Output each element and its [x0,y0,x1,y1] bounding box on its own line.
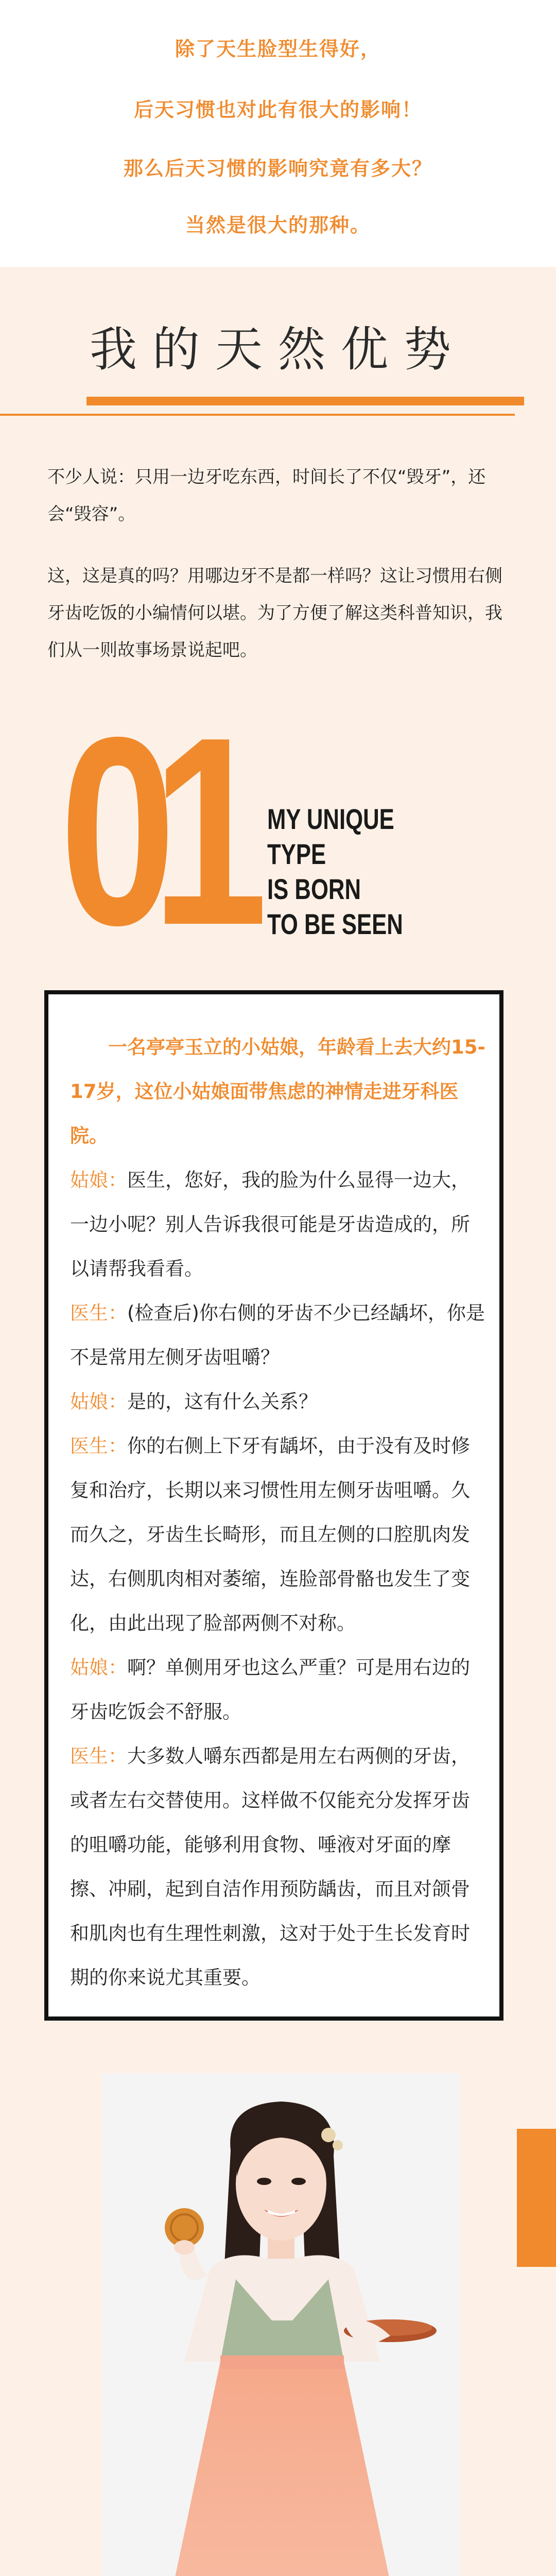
dialogue-text: 啊？单侧用牙也这么严重？可是用右边的牙齿吃饭会不舒服。 [70,1656,470,1723]
dialogue-line [70,1646,487,1734]
intro-line-1: 除了天生脸型生得好， [175,38,381,60]
dialogue-text: 医生，您好，我的脸为什么显得一边大，一边小呢？别人告诉我很可能是牙齿造成的，所以请帮我看看。 [70,1169,470,1280]
dialogue-line [70,1158,487,1291]
heading-underline-thin [0,414,515,416]
intro-section [0,0,556,267]
intro-line-4: 当然是很大的那种。 [185,214,371,236]
girl-illustration [102,2073,460,2576]
tagline-line-2: TYPE [267,838,326,870]
number-badge: 01 [60,682,244,981]
dialogue-line [70,1380,487,1424]
dialogue-text: 大多数人嚼东西都是用左右两侧的牙齿，或者左右交替使用。这样做不仅能充分发挥牙齿的咀嚼功能，能够利用食物、唾液对牙面的摩擦、冲刷，起到自洁作用预防龋齿，而且对颌骨和肌肉也有生理性刺激，这对于处于生长发育时期的你来说尤其重要。 [70,1745,470,1989]
speaker-label: 医生： [70,1745,127,1767]
paragraph-2: 这，这是真的吗？用哪边牙不是都一样吗？这让习惯用右侧牙齿吃饭的小编情何以堪。为了方便了解这类科普知识，我们从一则故事场景说起吧。 [47,566,502,660]
intro-line-2: 后天习惯也对此有很大的影响！ [133,98,422,121]
story-box [44,990,503,2021]
section-heading: 我的天然优势 [89,322,466,377]
girl-photo [102,2073,460,2576]
story-text [70,1025,487,2000]
dialogue-line [70,1424,487,1646]
story-lead: 一名亭亭玉立的小姑娘，年龄看上去大约15-17岁，这位小姑娘面带焦虑的神情走进牙科医院。 [70,1036,485,1147]
intro-line-3: 那么后天习惯的影响究竟有多大？ [123,157,432,180]
side-accent-tab [517,2129,556,2267]
tagline-line-3: IS BORN [267,873,361,905]
dialogue-text: 你的右侧上下牙有龋坏，由于没有及时修复和治疗，长期以来习惯性用左侧牙齿咀嚼。久而久之，牙齿生长畸形，而且左侧的口腔肌肉发达，右侧肌肉相对萎缩，连脸部骨骼也发生了变化，由此出现了脸部两侧不对称。 [70,1435,470,1634]
dialogue-line [70,1734,487,2000]
paragraph-1: 不少人说：只用一边牙吃东西，时间长了不仅“毁牙”，还会“毁容”。 [47,467,486,524]
speaker-label: 姑娘： [70,1656,127,1679]
dialogue-text: (检查后)你右侧的牙齿不少已经龋坏，你是不是常用左侧牙齿咀嚼？ [70,1302,485,1368]
speaker-label: 医生： [70,1435,127,1457]
tagline-line-4: TO BE SEEN [267,908,403,940]
dialogue-line [70,1291,487,1380]
speaker-label: 医生： [70,1302,127,1324]
tagline-line-1: MY UNIQUE [267,803,394,835]
speaker-label: 姑娘： [70,1391,127,1413]
heading-underline-bar [86,397,524,405]
dialogue-text: 是的，这有什么关系？ [127,1391,318,1413]
badge-tagline [267,802,403,942]
speaker-label: 姑娘： [70,1169,127,1191]
